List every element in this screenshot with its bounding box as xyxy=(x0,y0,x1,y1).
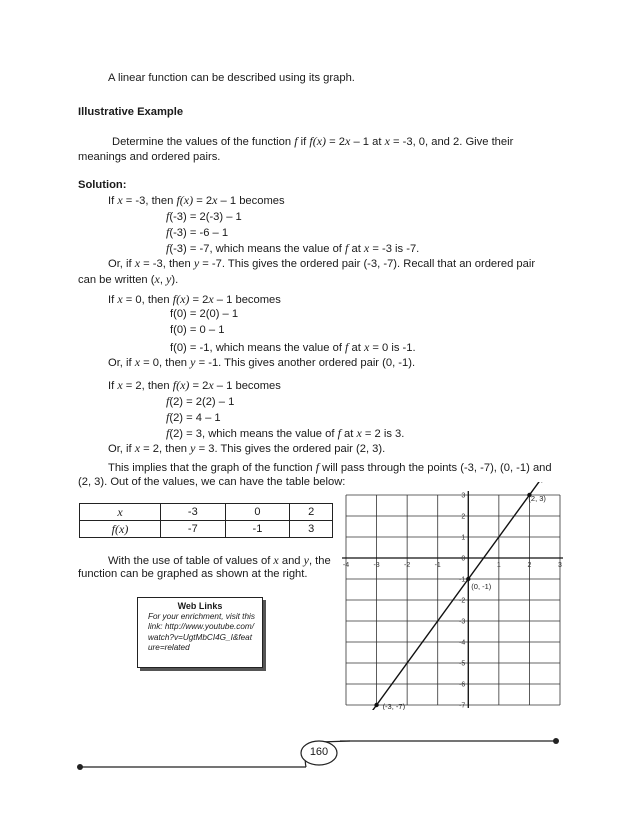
x-tick-label: 1 xyxy=(496,562,501,569)
y-tick-label: -2 xyxy=(459,597,466,605)
implies-line-2: (2, 3). Out of the values, we can have the table below: xyxy=(78,476,346,488)
table-cell: -3 xyxy=(161,504,226,521)
problem-line-1: Determine the values of the function f if f(x) = 2x – 1 at x = -3, 0, and 2. Give their xyxy=(112,134,514,148)
data-point xyxy=(374,703,378,707)
web-links-box[interactable] xyxy=(137,597,263,668)
b3-step-1: f(2) = 2(2) – 1 xyxy=(166,394,235,408)
implies-line-1: This implies that the graph of the function f will pass through the points (-3, -7), (0, -1) and xyxy=(108,460,552,474)
y-tick-label: 1 xyxy=(461,534,466,542)
coordinate-graph xyxy=(336,482,566,710)
graph-text-line-1: With the use of table of values of x and y, the xyxy=(108,553,331,567)
y-tick-label: 3 xyxy=(461,492,466,500)
y-tick-label: -3 xyxy=(459,618,466,626)
section-heading: Illustrative Example xyxy=(78,106,184,118)
page-number: 160 xyxy=(309,746,329,758)
y-tick-label: -6 xyxy=(459,681,466,689)
intro-text: A linear function can be described using its graph. xyxy=(108,72,355,84)
b1-can-line: can be written (x, y). xyxy=(78,272,179,286)
b3-step-3: f(2) = 3, which means the value of f at x = 2 is 3. xyxy=(166,426,405,440)
x-tick-label: -1 xyxy=(434,562,441,569)
x-tick-label: -2 xyxy=(404,562,411,569)
y-tick-label: 0 xyxy=(461,555,466,563)
b1-or-line: Or, if x = -3, then y = -7. This gives the ordered pair (-3, -7). Recall that an ordered pair xyxy=(108,256,536,270)
point-label: (2, 3) xyxy=(528,494,546,503)
b1-step-1: f(-3) = 2(-3) – 1 xyxy=(166,209,242,223)
b2-step-2: f(0) = 0 – 1 xyxy=(170,324,225,336)
b2-or-line: Or, if x = 0, then y = -1. This gives another ordered pair (0, -1). xyxy=(108,355,416,369)
b1-step-2: f(-3) = -6 – 1 xyxy=(166,225,229,239)
table-cell: f(x) xyxy=(80,521,161,538)
b2-step-1: f(0) = 2(0) – 1 xyxy=(170,308,239,320)
x-tick-label: 3 xyxy=(558,562,562,569)
table-row xyxy=(80,504,333,521)
solution-label: Solution: xyxy=(78,179,127,191)
web-links-title: Web Links xyxy=(177,601,223,611)
table-cell: 3 xyxy=(290,521,333,538)
point-label: (-3, -7) xyxy=(382,702,406,710)
table-cell: 0 xyxy=(225,504,290,521)
problem-line-2: meanings and ordered pairs. xyxy=(78,151,221,163)
data-point xyxy=(466,577,470,581)
y-tick-label: -7 xyxy=(459,702,466,710)
b3-step-2: f(2) = 4 – 1 xyxy=(166,410,221,424)
table-cell: 2 xyxy=(290,504,333,521)
y-tick-label: 2 xyxy=(461,513,466,521)
b3-line: If x = 2, then f(x) = 2x – 1 becomes xyxy=(108,378,281,392)
x-tick-label: 2 xyxy=(527,562,532,569)
web-links-body[interactable]: For your enrichment, visit this link: http://www.youtube.com/watch?v=UgtMbCI4G_I&feature=related xyxy=(148,611,255,652)
b2-line: If x = 0, then f(x) = 2x – 1 becomes xyxy=(108,292,281,306)
values-table xyxy=(79,503,333,538)
y-tick-label: -1 xyxy=(459,576,466,584)
table-cell: -1 xyxy=(225,521,290,538)
x-tick-label: -3 xyxy=(373,562,380,569)
graph-text-line-2: function can be graphed as shown at the right. xyxy=(78,568,308,580)
table-cell: x xyxy=(80,504,161,521)
x-tick-label: -4 xyxy=(342,562,350,569)
b2-step-3: f(0) = -1, which means the value of f at x = 0 is -1. xyxy=(170,340,416,354)
table-row xyxy=(80,521,333,538)
b1-step-3: f(-3) = -7, which means the value of f at x = -3 is -7. xyxy=(166,241,420,255)
y-tick-label: -5 xyxy=(459,660,466,668)
table-cell: -7 xyxy=(161,521,226,538)
point-label: (0, -1) xyxy=(471,582,492,591)
y-tick-label: -4 xyxy=(459,639,466,647)
b1-line: If x = -3, then f(x) = 2x – 1 becomes xyxy=(108,193,285,207)
b3-or-line: Or, if x = 2, then y = 3. This gives the ordered pair (2, 3). xyxy=(108,441,386,455)
